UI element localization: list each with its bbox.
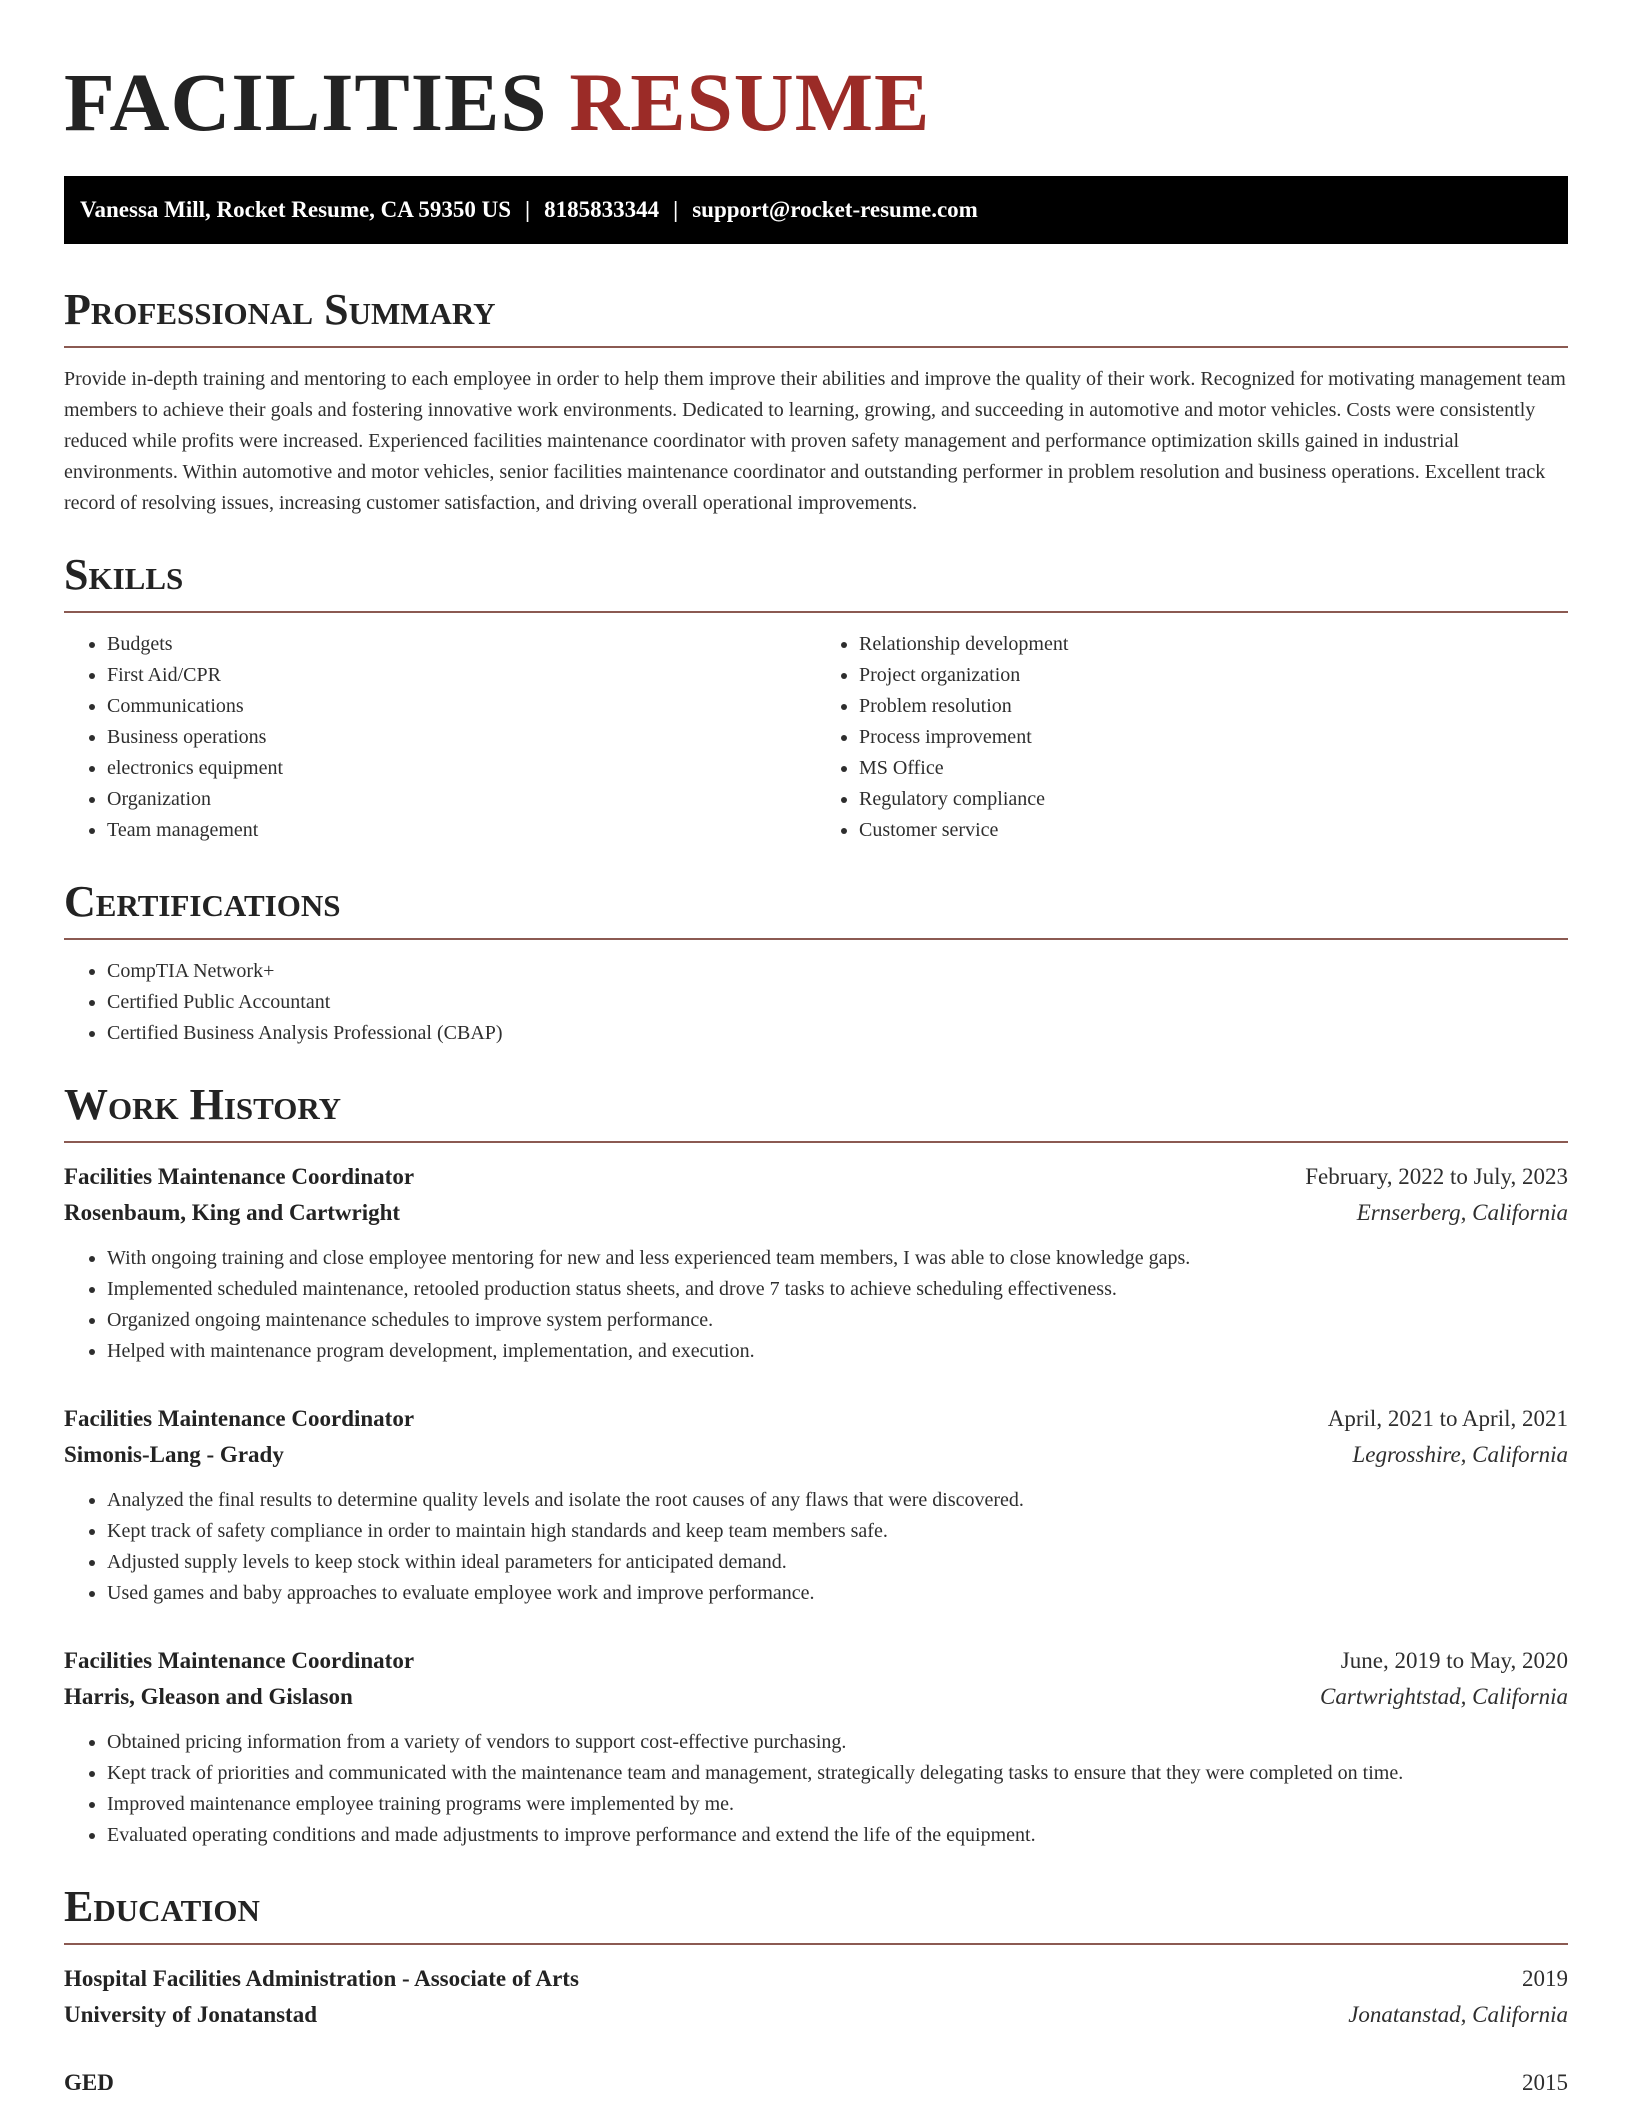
certifications-section bbox=[64, 876, 1568, 1049]
summary-heading: Professional Summary bbox=[64, 284, 1568, 348]
job-duty-item: • Analyzed the final results to determine quality levels and isolate the root causes of any flaws that were discovered. bbox=[107, 1485, 1568, 1516]
job-company-row bbox=[64, 1195, 1568, 1231]
job-company: Rosenbaum, King and Cartwright bbox=[64, 1200, 401, 1225]
education-degree-row bbox=[64, 2065, 1568, 2101]
job-duty-item: • Improved maintenance employee training programs were implemented by me. bbox=[107, 1789, 1568, 1820]
job-title: Facilities Maintenance Coordinator bbox=[64, 1164, 415, 1189]
education-year: 2015 bbox=[1522, 2070, 1568, 2095]
job-location: Legrosshire, California bbox=[1352, 1442, 1568, 1467]
job-duty-item: • Implemented scheduled maintenance, retooled production status sheets, and drove 7 tasks to achieve scheduling effectiveness. bbox=[107, 1274, 1568, 1305]
contact-address: Vanessa Mill, Rocket Resume, CA 59350 US bbox=[80, 197, 512, 222]
job-title-row bbox=[64, 1401, 1568, 1437]
job-duty-item: • Helped with maintenance program development, implementation, and execution. bbox=[107, 1336, 1568, 1367]
skill-item: • Relationship development bbox=[859, 629, 1568, 660]
skill-item: • Team management bbox=[107, 815, 816, 846]
contact-phone: 8185833344 bbox=[544, 197, 660, 222]
education-location: Jonatanstad, California bbox=[1348, 2002, 1568, 2027]
contact-bar bbox=[64, 176, 1568, 244]
education-year: 2019 bbox=[1522, 1966, 1568, 1991]
job-duties-list bbox=[64, 1243, 1568, 1367]
job-duty-item: • Kept track of priorities and communicated with the maintenance team and management, strategically delegating tasks to ensure that they were completed on time. bbox=[107, 1758, 1568, 1789]
certification-item: • Certified Public Accountant bbox=[107, 987, 1568, 1018]
skills-section bbox=[64, 549, 1568, 846]
skills-grid bbox=[64, 613, 1568, 846]
education-degree: Hospital Facilities Administration - Associate of Arts bbox=[64, 1966, 579, 1991]
certifications-heading: Certifications bbox=[64, 876, 1568, 940]
education-school: University of Jonatanstad bbox=[64, 2002, 318, 2027]
job-dates: June, 2019 to May, 2020 bbox=[1340, 1648, 1568, 1673]
education-degree-row bbox=[64, 1961, 1568, 1997]
skill-item: • Organization bbox=[107, 784, 816, 815]
contact-separator: | bbox=[525, 197, 531, 222]
education-heading: Education bbox=[64, 1881, 1568, 1945]
summary-section bbox=[64, 284, 1568, 519]
skill-item: • Process improvement bbox=[859, 722, 1568, 753]
skill-item: • Budgets bbox=[107, 629, 816, 660]
skill-item: • Communications bbox=[107, 691, 816, 722]
job-title: Facilities Maintenance Coordinator bbox=[64, 1406, 415, 1431]
certification-item: • CompTIA Network+ bbox=[107, 956, 1568, 987]
certifications-list bbox=[64, 956, 1568, 1049]
job-title: Facilities Maintenance Coordinator bbox=[64, 1648, 415, 1673]
skill-item: • electronics equipment bbox=[107, 753, 816, 784]
contact-email: support@rocket-resume.com bbox=[692, 197, 978, 222]
education-degree: GED bbox=[64, 2070, 114, 2095]
education-section bbox=[64, 1881, 1568, 2101]
education-entry bbox=[64, 1961, 1568, 2033]
job-company: Simonis-Lang - Grady bbox=[64, 1442, 284, 1467]
job-company-row bbox=[64, 1437, 1568, 1473]
work-history-section bbox=[64, 1079, 1568, 1851]
job-duty-item: • Kept track of safety compliance in order to maintain high standards and keep team members safe. bbox=[107, 1516, 1568, 1547]
job-company: Harris, Gleason and Gislason bbox=[64, 1684, 353, 1709]
job-duties-list bbox=[64, 1485, 1568, 1609]
job-dates: April, 2021 to April, 2021 bbox=[1327, 1406, 1568, 1431]
job-title-row bbox=[64, 1159, 1568, 1195]
summary-text: Provide in-depth training and mentoring to each employee in order to help them improve their abilities and improve the quality of their work. Recognized for motivating management team members to achieve their goals and fostering innovative work environments. Dedicated to learning, growing, and succeeding in automotive and motor vehicles. Costs were consistently reduced while profits were increased. Experienced facilities maintenance coordinator with proven safety management and performance optimization skills gained in industrial environments. Within automotive and motor vehicles, senior facilities maintenance coordinator and outstanding performer in problem resolution and business operations. Excellent track record of resolving issues, increasing customer satisfaction, and driving overall operational improvements. bbox=[64, 368, 1566, 514]
job-entry bbox=[64, 1159, 1568, 1367]
skill-item: • Regulatory compliance bbox=[859, 784, 1568, 815]
title-main: FACILITIES bbox=[64, 56, 548, 148]
certification-item: • Certified Business Analysis Professional (CBAP) bbox=[107, 1018, 1568, 1049]
skills-heading: Skills bbox=[64, 549, 1568, 613]
job-company-row bbox=[64, 1679, 1568, 1715]
skill-item: • MS Office bbox=[859, 753, 1568, 784]
skills-list-right bbox=[816, 629, 1568, 846]
job-entry bbox=[64, 1401, 1568, 1609]
job-location: Ernserberg, California bbox=[1356, 1200, 1568, 1225]
education-school-row bbox=[64, 1997, 1568, 2033]
skill-item: • Business operations bbox=[107, 722, 816, 753]
job-duties-list bbox=[64, 1727, 1568, 1851]
contact-separator: | bbox=[673, 197, 679, 222]
job-duty-item: • Adjusted supply levels to keep stock within ideal parameters for anticipated demand. bbox=[107, 1547, 1568, 1578]
title-accent: RESUME bbox=[569, 56, 931, 148]
job-duty-item: • Used games and baby approaches to evaluate employee work and improve performance. bbox=[107, 1578, 1568, 1609]
skill-item: • First Aid/CPR bbox=[107, 660, 816, 691]
job-location: Cartwrightstad, California bbox=[1320, 1684, 1568, 1709]
job-duty-item: • With ongoing training and close employee mentoring for new and less experienced team members, I was able to close knowledge gaps. bbox=[107, 1243, 1568, 1274]
education-entry bbox=[64, 2065, 1568, 2101]
skills-list-left bbox=[64, 629, 816, 846]
job-duty-item: • Evaluated operating conditions and made adjustments to improve performance and extend the life of the equipment. bbox=[107, 1820, 1568, 1851]
job-duty-item: • Obtained pricing information from a variety of vendors to support cost-effective purchasing. bbox=[107, 1727, 1568, 1758]
work-history-heading: Work History bbox=[64, 1079, 1568, 1143]
skill-item: • Project organization bbox=[859, 660, 1568, 691]
skill-item: • Problem resolution bbox=[859, 691, 1568, 722]
skill-item: • Customer service bbox=[859, 815, 1568, 846]
job-title-row bbox=[64, 1643, 1568, 1679]
job-duty-item: • Organized ongoing maintenance schedules to improve system performance. bbox=[107, 1305, 1568, 1336]
job-entry bbox=[64, 1643, 1568, 1851]
resume-title bbox=[64, 0, 1568, 152]
job-dates: February, 2022 to July, 2023 bbox=[1305, 1164, 1568, 1189]
